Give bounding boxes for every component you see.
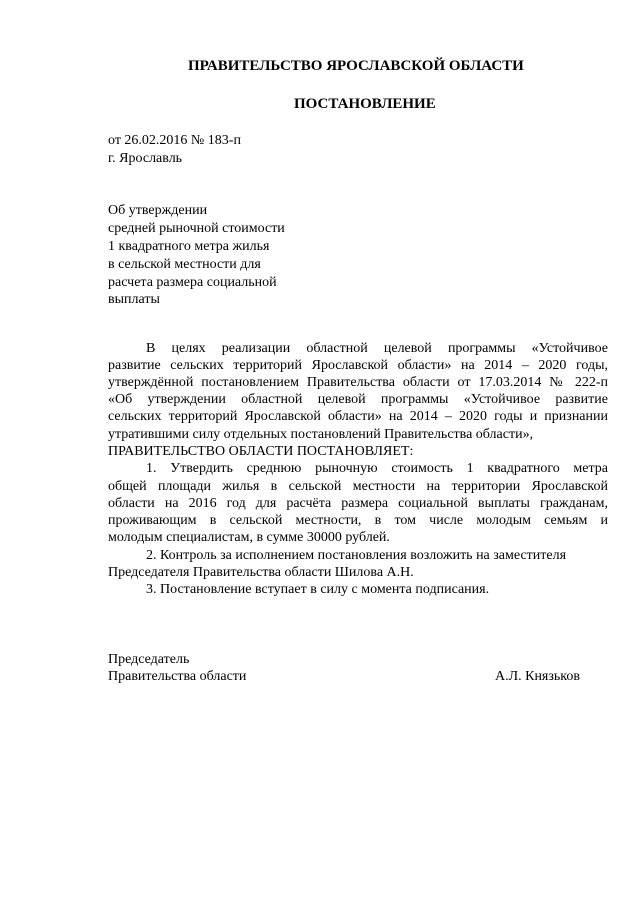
body-line: 1. Утвердить среднюю рыночную стоимость 1 квадратного метра xyxy=(146,461,608,476)
signer-title: Председатель xyxy=(108,652,190,667)
body-line: утратившими силу отдельных постановлений Правительства области», xyxy=(108,427,534,442)
subject-line: средней рыночной стоимости xyxy=(108,221,285,236)
subject-line: 1 квадратного метра жилья xyxy=(108,239,270,254)
subject-line: выплаты xyxy=(108,292,160,307)
body-line: развитие сельских территорий Ярославской области» на 2014 – 2020 годы, xyxy=(108,358,608,373)
signer-title: Правительства области xyxy=(108,669,247,684)
body-line: области на 2016 год для расчёта размера социальной выплаты гражданам, xyxy=(108,496,608,511)
body-line: молодым специалистам, в сумме 30000 рублей. xyxy=(108,530,390,545)
body-line: сельских территорий Ярославской области» на 2014 – 2020 годы и признании xyxy=(108,409,608,424)
body-line: 2. Контроль за исполнением постановления возложить на заместителя xyxy=(146,548,567,563)
signer-name: А.Л. Князьков xyxy=(495,669,580,684)
org-title: ПРАВИТЕЛЬСТВО ЯРОСЛАВСКОЙ ОБЛАСТИ xyxy=(188,58,524,74)
body-line: 3. Постановление вступает в силу с момента подписания. xyxy=(146,582,490,597)
subject-line: расчета размера социальной xyxy=(108,275,277,290)
doc-type-title: ПОСТАНОВЛЕНИЕ xyxy=(294,96,436,112)
body-line: общей площади жилья в сельской местности на территории Ярославской xyxy=(108,479,608,494)
body-line: ПРАВИТЕЛЬСТВО ОБЛАСТИ ПОСТАНОВЛЯЕТ: xyxy=(108,444,414,459)
body-line: проживающим в сельской местности, в том числе молодым семьям и xyxy=(108,513,608,528)
body-line: Председателя Правительства области Шилова А.Н. xyxy=(108,565,414,580)
city: г. Ярославль xyxy=(108,151,183,166)
date-number: от 26.02.2016 № 183-п xyxy=(108,133,241,148)
body-line: «Об утверждении областной целевой программы «Устойчивое развитие xyxy=(108,392,608,407)
body-line: В целях реализации областной целевой программы «Устойчивое xyxy=(146,341,608,356)
subject-line: в сельской местности для xyxy=(108,257,261,272)
body-line: утверждённой постановлением Правительства области от 17.03.2014 № 222-п xyxy=(108,375,608,390)
subject-line: Об утверждении xyxy=(108,203,208,218)
